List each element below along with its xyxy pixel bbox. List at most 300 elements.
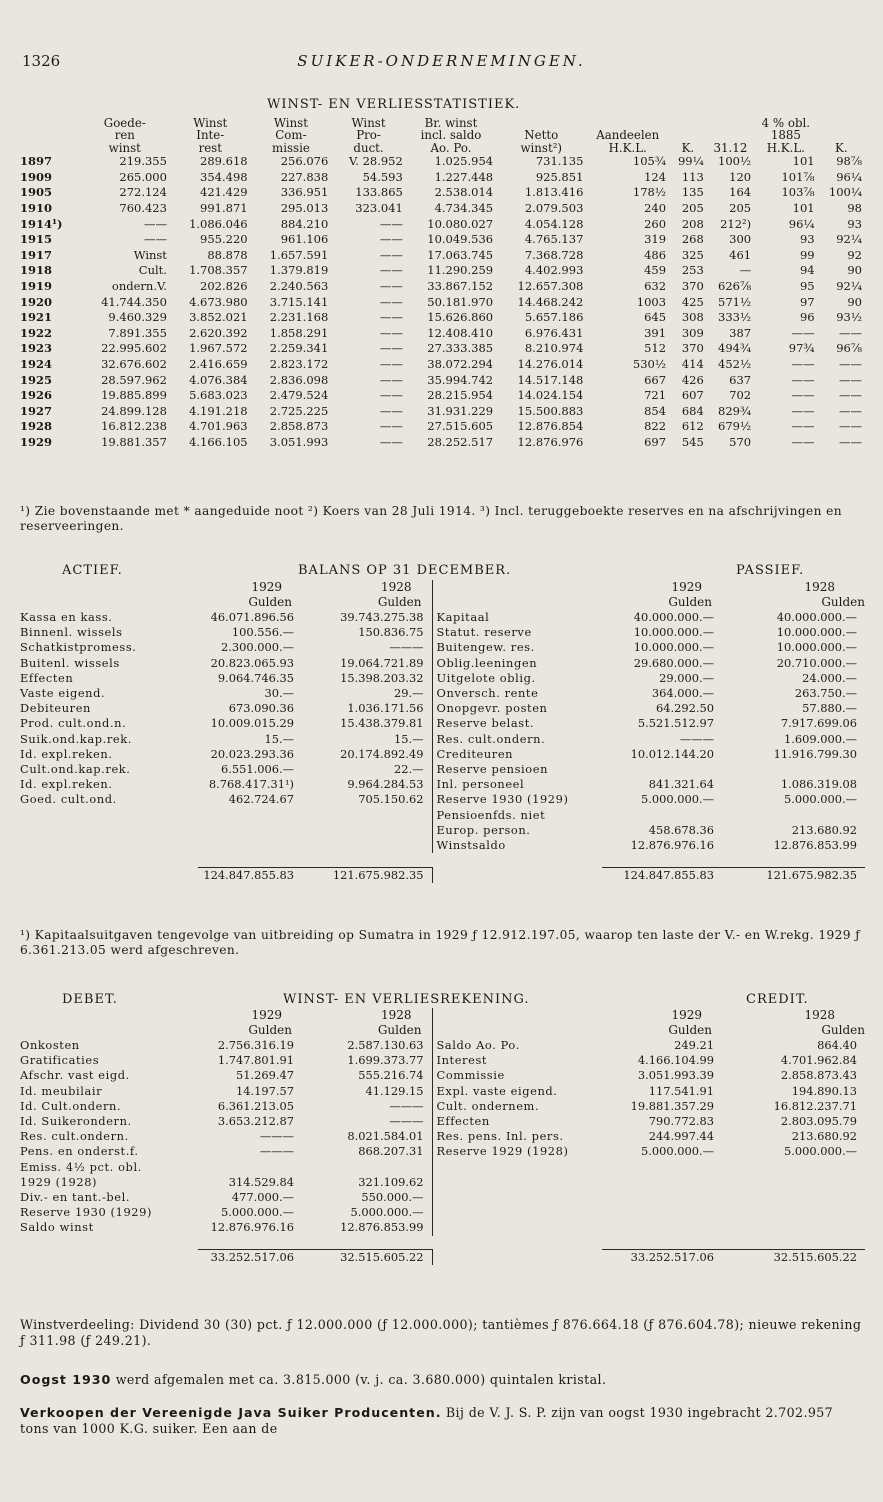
stats-value-cell: 731.135	[535, 154, 584, 169]
stats-row	[20, 279, 865, 295]
profit-unit-row	[20, 1023, 865, 1038]
stats-value-cell: 96⅞	[836, 341, 862, 356]
profit-item-label: Interest	[432, 1053, 602, 1068]
stats-value-cell: 14.517.148	[517, 372, 584, 387]
stats-value-cell: ——	[379, 372, 403, 387]
balance-year-spacer	[20, 580, 198, 595]
balance-row	[20, 716, 865, 731]
stats-value-cell: 11.290.259	[427, 263, 494, 278]
balance-row	[20, 610, 865, 625]
profit-item-value: ———	[259, 1144, 294, 1159]
profit-item-value: 249.21	[674, 1038, 714, 1052]
profit-item-value: ———	[389, 1114, 424, 1129]
stats-value-cell: ——	[143, 232, 167, 247]
profit-row	[20, 1068, 865, 1083]
verkoopen-text: Bij de V. J. S. P. zijn van oogst 1930 ingebracht 2.702.957 tons van 1000 K.G. suiker. Een aan de	[20, 1405, 834, 1436]
stats-value-cell: 626⅞	[718, 278, 752, 293]
stats-value-cell: 260	[644, 216, 667, 231]
profit-item-label: Id. Cult.ondern.	[20, 1098, 122, 1113]
balance-item-value: 1.036.171.56	[347, 701, 424, 716]
balance-item-value: 40.000.000.—	[633, 610, 714, 624]
stats-value-cell: 2.620.392	[189, 325, 248, 340]
stats-row	[20, 201, 865, 217]
balance-item-value: 1.609.000.—	[784, 731, 857, 746]
balance-item-value: 30.—	[264, 686, 294, 701]
profit-item-label: Gratificaties	[20, 1053, 100, 1068]
stats-header-cell: Aandeelen H.K.L.	[596, 128, 660, 155]
profit-item-value	[302, 1160, 432, 1175]
stats-row	[20, 373, 865, 389]
stats-year-cell: 1915	[20, 232, 53, 247]
profit-item-value: 1.699.373.77	[347, 1053, 424, 1068]
stats-value-cell: 612	[681, 419, 704, 434]
stats-row	[20, 341, 865, 357]
balance-item-value: 213.680.92	[791, 822, 857, 837]
balance-unit-a: Gulden	[248, 595, 292, 609]
balance-item-value: 10.000.000.—	[776, 640, 857, 655]
profit-item-value: 314.529.84	[228, 1174, 294, 1189]
balance-unit-a-passief: Gulden	[668, 595, 712, 609]
profit-empty-cell	[722, 1205, 865, 1220]
stats-value-cell: 1.813.416	[524, 185, 584, 200]
profit-item-value: 6.361.213.05	[217, 1098, 294, 1113]
balance-item-label: Kassa en kass.	[20, 610, 113, 624]
stats-value-cell: ——	[791, 434, 815, 449]
balance-item-value: 263.750.—	[794, 686, 857, 701]
running-title: SUIKER-ONDERNEMINGEN.	[297, 52, 586, 70]
stats-value-cell: 1.967.572	[189, 341, 248, 356]
stats-value-cell: 92	[847, 247, 862, 262]
balance-item-label: Buitenl. wissels	[20, 655, 120, 670]
profit-table	[20, 1008, 865, 1265]
stats-value-cell: ——	[379, 247, 403, 262]
profit-item-label: Saldo Ao. Po.	[432, 1038, 602, 1053]
stats-value-cell: ——	[839, 419, 862, 434]
stats-year-cell: 1909	[20, 169, 53, 184]
balance-item-label: Onopgevr. posten	[432, 701, 602, 716]
stats-value-cell: 93	[799, 232, 815, 247]
stats-value-cell: 227.838	[280, 169, 329, 184]
profit-item-value: 5.000.000.—	[784, 1144, 857, 1159]
stats-year-cell: 1914¹)	[20, 216, 63, 231]
stats-table	[20, 117, 865, 451]
stats-value-cell: 90	[847, 263, 862, 278]
balance-row	[20, 823, 865, 838]
balance-empty-cell	[20, 808, 198, 823]
profit-item-value: 117.541.91	[648, 1083, 714, 1098]
stats-value-cell: 607	[681, 388, 704, 403]
stats-value-cell: 8.210.974	[524, 341, 584, 356]
stats-value-cell: ——	[379, 310, 403, 325]
stats-row	[20, 310, 865, 326]
stats-header-cell	[20, 117, 80, 154]
stats-header-cell: Br. winst incl. saldo Ao. Po.	[420, 116, 482, 155]
profit-row	[20, 1114, 865, 1129]
stats-value-cell: 24.899.128	[101, 403, 167, 418]
stats-value-cell: 113	[681, 169, 704, 184]
stats-year-cell: 1929	[20, 434, 53, 449]
stats-value-cell: 494¾	[718, 341, 752, 356]
profit-item-label: Id. meubilair	[20, 1083, 103, 1098]
stats-value-cell: 884.210	[280, 216, 329, 231]
profit-caption-debet: DEBET.	[62, 992, 118, 1007]
stats-value-cell: 101	[792, 154, 815, 169]
stats-value-cell: 92¼	[836, 278, 862, 293]
stats-value-cell: 12.408.410	[427, 325, 494, 340]
stats-value-cell: 33.867.152	[427, 278, 494, 293]
stats-year-cell: 1897	[20, 154, 53, 169]
balance-row	[20, 686, 865, 701]
balance-item-value: 2.300.000.—	[221, 640, 294, 655]
stats-value-cell: Winst	[133, 247, 167, 262]
balance-item-value: 12.876.976.16	[630, 838, 714, 853]
profit-empty-cell	[602, 1190, 722, 1205]
balance-year-a: 1929	[251, 580, 282, 594]
profit-empty-cell	[432, 1160, 602, 1175]
stats-value-cell: 1.858.291	[269, 325, 329, 340]
balance-item-label: Reserve belast.	[432, 716, 602, 731]
balance-item-value: 20.823.065.93	[210, 655, 294, 670]
stats-value-cell: 1.227.448	[434, 169, 494, 184]
stats-value-cell: 3.051.993	[269, 434, 329, 449]
stats-value-cell: 28.215.954	[427, 388, 494, 403]
balance-item-value: 364.000.—	[651, 686, 714, 701]
stats-value-cell: 5.657.186	[524, 310, 584, 325]
stats-value-cell: ——	[379, 434, 403, 449]
stats-value-cell: —	[739, 263, 752, 278]
balance-item-label: Prod. cult.ond.n.	[20, 716, 127, 731]
stats-value-cell: 15.500.883	[517, 403, 584, 418]
stats-row	[20, 419, 865, 435]
stats-value-cell: ——	[839, 325, 862, 340]
profit-row	[20, 1084, 865, 1099]
stats-value-cell: 925.851	[535, 169, 584, 184]
stats-value-cell: ——	[379, 232, 403, 247]
stats-value-cell: ——	[379, 356, 403, 371]
stats-row	[20, 248, 865, 264]
stats-value-cell: ——	[791, 372, 815, 387]
page-header	[22, 52, 861, 76]
balance-item-value: 6.551.006.—	[221, 762, 294, 777]
stats-row	[20, 404, 865, 420]
stats-value-cell: 15.626.860	[427, 310, 494, 325]
profit-row	[20, 1175, 865, 1190]
stats-value-cell: ——	[379, 325, 403, 340]
stats-value-cell: ——	[839, 372, 862, 387]
stats-value-cell: 240	[644, 201, 667, 215]
balance-total-value: 124.847.855.83	[198, 867, 302, 883]
profit-year-b-credit: 1928	[804, 1008, 835, 1022]
balance-item-label: Id. expl.reken.	[20, 746, 113, 761]
profit-totals-row	[20, 1250, 865, 1266]
balance-item-value: 5.000.000.—	[784, 792, 857, 807]
stats-value-cell: 6.976.431	[524, 325, 584, 340]
profit-item-value: 864.40	[817, 1038, 857, 1052]
stats-value-cell: 3.852.021	[189, 310, 248, 325]
balance-item-label: Kapitaal	[432, 610, 602, 625]
stats-caption: WINST- EN VERLIESSTATISTIEK.	[267, 97, 521, 112]
stats-value-cell: 2.538.014	[434, 185, 494, 200]
stats-value-cell: 2.858.873	[269, 419, 329, 434]
balance-year-a-passief: 1929	[671, 580, 702, 594]
stats-value-cell: 1.708.357	[189, 263, 248, 278]
balance-item-label: Id. expl.reken.	[20, 777, 113, 792]
balance-item-value: 673.090.36	[228, 701, 294, 716]
balance-item-value: 15.—	[393, 731, 424, 746]
profit-empty-cell	[602, 1160, 722, 1175]
stats-value-cell: 7.368.728	[524, 247, 584, 262]
stats-value-cell: 1.086.046	[189, 216, 248, 231]
profit-item-label: Res. pens. Inl. pers.	[432, 1129, 602, 1144]
stats-value-cell: 96¼	[788, 216, 815, 231]
balance-item-value: 841.321.64	[648, 777, 714, 792]
balance-item-value: 10.012.144.20	[630, 746, 714, 761]
stats-row	[20, 435, 865, 451]
profit-row	[20, 1220, 865, 1235]
stats-year-cell: 1920	[20, 294, 53, 309]
stats-value-cell: ——	[379, 263, 403, 278]
stats-value-cell: ——	[839, 434, 862, 449]
balance-item-value	[602, 762, 722, 777]
balance-item-label: Vaste eigend.	[20, 686, 106, 701]
stats-value-cell: ——	[379, 294, 403, 309]
profit-item-value: 5.000.000.—	[641, 1144, 714, 1159]
stats-header-cell: 31.12	[713, 140, 748, 155]
profit-item-value: 3.653.212.87	[217, 1114, 294, 1129]
stats-value-cell: 265.000	[119, 169, 167, 184]
profit-item-value: 2.858.873.43	[780, 1068, 857, 1083]
stats-year-cell: 1919	[20, 278, 53, 293]
stats-value-cell: 387	[729, 325, 752, 340]
stats-value-cell: 760.423	[119, 201, 167, 215]
stats-value-cell: 512	[644, 341, 667, 356]
stats-value-cell: ——	[791, 325, 815, 340]
stats-value-cell: 2.231.168	[269, 310, 329, 325]
balance-item-value: 1.086.319.08	[780, 777, 857, 792]
stats-value-cell: 2.416.659	[189, 356, 248, 371]
profit-row	[20, 1129, 865, 1144]
stats-value-cell: 4.701.963	[189, 419, 248, 434]
stats-value-cell: 459	[644, 263, 667, 278]
profit-item-label: Emiss. 4½ pct. obl.	[20, 1159, 142, 1174]
profit-caption-title: WINST- EN VERLIESREKENING.	[283, 992, 530, 1007]
profit-item-label: Afschr. vast eigd.	[20, 1068, 130, 1083]
balance-item-value: 705.150.62	[358, 792, 424, 807]
stats-value-cell: 54.593	[362, 169, 403, 184]
balance-item-value: 100.556.—	[231, 625, 294, 640]
balance-footnote: ¹) Kapitaalsuitgaven tengevolge van uitbreiding op Sumatra in 1929 ƒ 12.912.197.05, waarop ten laste der V.- en W.rekg. 1929 ƒ 6.361.213.05 werd afgeschreven.	[20, 928, 861, 957]
stats-value-cell: 28.252.517	[427, 434, 494, 449]
balance-item-value: 20.023.293.36	[210, 746, 294, 761]
balance-item-value: 5.521.512.97	[637, 716, 714, 731]
stats-value-cell: 545	[681, 434, 704, 449]
balance-gap-cell	[20, 853, 198, 867]
stats-value-cell: 333½	[718, 310, 752, 325]
stats-value-cell: 93½	[836, 310, 862, 325]
balance-row	[20, 640, 865, 655]
stats-value-cell: 530½	[632, 356, 667, 371]
stats-header-row	[20, 117, 865, 154]
stats-value-cell: ——	[379, 403, 403, 418]
stats-value-cell: ——	[791, 356, 815, 371]
stats-value-cell: 829¾	[718, 403, 752, 418]
balance-item-value	[602, 808, 722, 823]
profit-item-value: 550.000.—	[361, 1190, 424, 1205]
stats-header-cell: Winst Com- missie	[272, 116, 310, 155]
stats-header-cell: Winst Inte- rest	[193, 116, 228, 155]
stats-header-cell: K.	[681, 140, 695, 155]
stats-year-cell: 1923	[20, 341, 53, 356]
balance-item-value: 29.680.000.—	[633, 655, 714, 670]
stats-value-cell: ——	[379, 419, 403, 434]
balance-empty-cell	[198, 823, 302, 838]
stats-value-cell: 14.276.014	[517, 356, 584, 371]
stats-value-cell: 202.826	[200, 278, 248, 293]
stats-value-cell: 336.951	[280, 185, 329, 200]
stats-row	[20, 326, 865, 342]
balance-row	[20, 701, 865, 716]
stats-value-cell: 679½	[718, 419, 752, 434]
stats-value-cell: 10.080.027	[427, 216, 494, 231]
stats-value-cell: 268	[681, 232, 704, 247]
balance-item-label: Effecten	[20, 670, 74, 685]
profit-row	[20, 1144, 865, 1159]
balance-empty-cell	[20, 838, 198, 853]
stats-row	[20, 154, 865, 170]
profit-empty-cell	[432, 1205, 602, 1220]
profit-item-label: Id. Suikerondern.	[20, 1114, 132, 1129]
balance-row	[20, 747, 865, 762]
balance-item-value: 11.916.799.30	[773, 746, 857, 761]
profit-item-value: 1.747.801.91	[217, 1053, 294, 1068]
balance-item-label: Europ. person.	[432, 823, 602, 838]
stats-value-cell: 308	[681, 310, 704, 325]
stats-value-cell: 96¼	[836, 169, 862, 184]
stats-value-cell: 50.181.970	[427, 294, 494, 309]
profit-item-value: 41.129.15	[365, 1083, 424, 1098]
stats-value-cell: Cult.	[138, 263, 167, 278]
stats-value-cell: 295.013	[280, 201, 329, 215]
stats-value-cell: 2.823.172	[269, 356, 329, 371]
stats-value-cell: 667	[644, 372, 667, 387]
balance-item-value: 20.174.892.49	[340, 746, 424, 761]
stats-row	[20, 295, 865, 311]
balance-empty-cell	[302, 838, 432, 853]
stats-value-cell: 425	[681, 294, 704, 309]
profit-total-value: 33.252.517.06	[602, 1250, 722, 1266]
stats-value-cell: 205	[681, 201, 704, 215]
profit-year-a-credit: 1929	[671, 1008, 702, 1022]
profit-body	[20, 1038, 865, 1265]
stats-value-cell: 2.079.503	[524, 201, 584, 215]
balance-item-label: Oblig.leeningen	[432, 656, 602, 671]
profit-year-b: 1928	[380, 1008, 412, 1022]
stats-value-cell: 22.995.602	[101, 341, 167, 356]
profit-item-label: Pens. en onderst.f.	[20, 1144, 139, 1159]
stats-value-cell: 300	[729, 232, 752, 247]
stats-value-cell: 4.191.218	[189, 403, 248, 418]
balance-item-label: Buitengew. res.	[432, 640, 602, 655]
balance-year-b: 1928	[380, 580, 412, 594]
verkoopen-paragraph	[20, 1405, 865, 1437]
balance-item-value: 24.000.—	[802, 670, 857, 685]
balance-empty-cell	[302, 823, 432, 838]
balance-item-label: Crediteuren	[432, 747, 602, 762]
balance-totals-spacer	[20, 867, 198, 883]
stats-value-cell: 1.657.591	[269, 247, 329, 262]
profit-unit-spacer	[20, 1023, 198, 1038]
stats-value-cell: 96	[799, 310, 815, 325]
stats-value-cell: 90	[847, 294, 862, 309]
balance-unit-b-passief: Gulden	[821, 595, 865, 609]
stats-value-cell: 99¼	[677, 154, 704, 169]
balance-item-value	[722, 762, 865, 777]
stats-year-cell: 1905	[20, 185, 53, 200]
balance-item-value: 57.880.—	[802, 701, 857, 716]
balance-item-label: Inl. personeel	[432, 777, 602, 792]
stats-value-cell: 17.063.745	[427, 247, 494, 262]
balance-caption-passief: PASSIEF.	[736, 563, 805, 578]
stats-value-cell: 309	[681, 325, 704, 340]
stats-value-cell: 4.765.137	[524, 232, 584, 247]
balance-item-value: 39.743.275.38	[340, 610, 424, 624]
profit-row	[20, 1205, 865, 1220]
profit-item-value: 8.021.584.01	[347, 1129, 424, 1144]
stats-value-cell: 391	[644, 325, 667, 340]
stats-value-cell: 101⅞	[781, 169, 815, 184]
stats-value-cell: 105¾	[632, 154, 667, 169]
oogst-text: werd afgemalen met ca. 3.815.000 (v. j. ca. 3.680.000) quintalen kristal.	[111, 1372, 607, 1387]
balance-caption-actief: ACTIEF.	[62, 563, 123, 578]
profit-item-value: 5.000.000.—	[350, 1205, 424, 1220]
balance-total-value: 121.675.982.35	[722, 867, 865, 883]
profit-item-label: Expl. vaste eigend.	[432, 1084, 602, 1099]
profit-total-value: 32.515.605.22	[722, 1250, 865, 1266]
stats-year-cell: 1925	[20, 372, 53, 387]
stats-value-cell: 426	[681, 372, 704, 387]
stats-value-cell: 31.931.229	[427, 403, 494, 418]
balance-empty-cell	[198, 808, 302, 823]
balance-item-value: 15.438.379.81	[340, 716, 424, 731]
winstverdeeling-paragraph: Winstverdeeling: Dividend 30 (30) pct. ƒ 12.000.000 (ƒ 12.000.000); tantièmes ƒ 876.664.18 (ƒ 876.604.78); nieuwe rekening ƒ 311.98 (ƒ 249.21).	[20, 1317, 862, 1348]
stats-value-cell: 98⅞	[836, 154, 862, 169]
profit-item-label: Div.- en tant.-bel.	[20, 1190, 131, 1205]
stats-value-cell: 2.259.341	[269, 341, 329, 356]
stats-value-cell: 97¾	[788, 341, 815, 356]
profit-caption-credit: CREDIT.	[746, 992, 809, 1007]
profit-item-label: 1929 (1928)	[20, 1174, 98, 1189]
balance-item-value: 462.724.67	[228, 792, 294, 807]
stats-value-cell: 955.220	[200, 232, 248, 247]
stats-value-cell: ——	[143, 216, 167, 231]
profit-item-value: 477.000.—	[231, 1190, 294, 1205]
stats-value-cell: ——	[791, 419, 815, 434]
profit-item-value: 4.166.104.99	[637, 1053, 714, 1068]
profit-item-value: 12.876.853.99	[340, 1220, 424, 1235]
stats-value-cell: 637	[729, 372, 752, 387]
balance-item-label: Reserve pensioen	[432, 762, 602, 777]
stats-value-cell: 101	[792, 201, 815, 215]
stats-value-cell: 7.891.355	[108, 325, 167, 340]
balance-item-label: Binnenl. wissels	[20, 625, 123, 640]
profit-empty-cell	[602, 1205, 722, 1220]
stats-value-cell: ——	[379, 216, 403, 231]
stats-value-cell: 124	[644, 169, 667, 184]
profit-totals-spacer	[432, 1250, 602, 1266]
balance-row	[20, 808, 865, 823]
profit-empty-cell	[722, 1220, 865, 1235]
stats-value-cell: 178½	[632, 185, 667, 200]
